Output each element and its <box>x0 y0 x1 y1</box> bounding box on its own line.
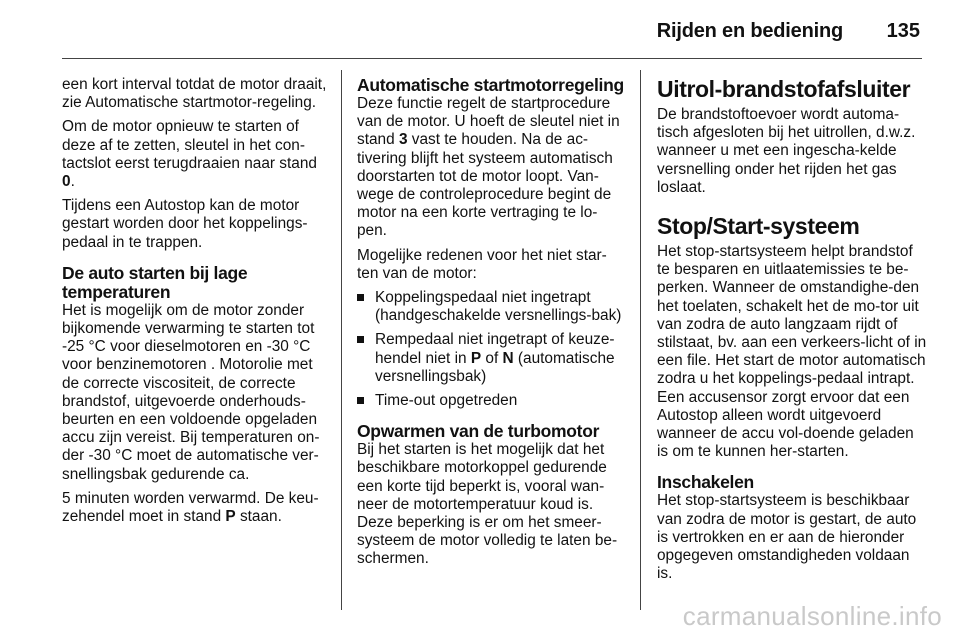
header-rule <box>62 58 922 59</box>
paragraph-turbo: Bij het starten is het mogelijk dat het beschikbare motorkoppel gedurende een korte tijd beperkt is, vooral wan-neer de motortemperatuur koud is. Deze beperking is er om het smeer-systeem de motor volledig te laten be-schermen. <box>357 441 618 568</box>
text-run: of <box>481 349 503 367</box>
heading-stop-start-system: Stop/Start-systeem <box>657 213 860 240</box>
column-3 <box>657 76 929 589</box>
heading-turbo-warmup: Opwarmen van de turbomotor <box>357 421 600 442</box>
square-bullet-icon <box>357 397 364 404</box>
column-1 <box>62 76 332 532</box>
paragraph-auto-start <box>357 95 625 241</box>
heading-enable: Inschakelen <box>657 472 754 493</box>
bold-gear-position: P <box>470 349 482 367</box>
bold-gear-position: N <box>502 349 514 367</box>
watermark: carmanualsonline.info <box>682 601 942 631</box>
paragraph-reasons: Mogelijke redenen voor het niet star-ten van de motor: <box>357 246 607 282</box>
paragraph-restart <box>62 118 332 191</box>
bold-gear-position: P <box>225 508 236 526</box>
square-bullet-icon <box>357 336 364 343</box>
list-item-text: Time-out opgetreden <box>375 392 518 410</box>
list-item-text: Koppelingspedaal niet ingetrapt (handgeschakelde versnellings-bak) <box>375 289 622 325</box>
paragraph-warm-up <box>62 490 332 526</box>
reasons-list <box>357 289 625 410</box>
column-divider-1 <box>341 70 342 610</box>
page-header <box>0 0 960 62</box>
column-divider-2 <box>640 70 641 610</box>
square-bullet-icon <box>357 294 364 301</box>
text-run: 5 minuten worden verwarmd. De keu-zehendel moet in stand <box>62 489 319 526</box>
paragraph-stop-start: Het stop-startsysteem helpt brandstof te besparen en uitlaatemissies te be-perken. Wanneer de omstandighe-den het toelaten, schakelt het de mo-tor uit van zodra de auto langzaam rijdt of stilstaat, bv. aan een verkeers-licht of in een file. Het start de motor automatisch zodra u het koppelings-pedaal intrapt. Een accusensor zorgt ervoor dat een Autostop alleen wordt uitgevoerd wanneer de accu vol-doende geladen is om te kunnen her-starten. <box>657 243 927 461</box>
text-run: (automatische versnellingsbak) <box>375 349 615 385</box>
text-run: vast te houden. Na de ac-tivering blijft het systeem automatisch doorstarten tot de motor loopt. Van-wege de controleprocedure begint de motor na een korte vertraging te lo-pen. <box>357 131 613 240</box>
list-item <box>357 392 625 410</box>
heading-auto-start-control: Automatische startmotorregeling <box>357 75 624 95</box>
paragraph-fuel-cutoff: De brandstoftoevoer wordt automa-tisch afgesloten bij het uitrollen, d.w.z. wanneer u met een ingescha-kelde versnelling onder het rijden het gas loslaat. <box>657 106 916 196</box>
column-2 <box>357 76 625 575</box>
heading-fuel-cutoff: Uitrol-brandstofafsluiter <box>657 76 911 102</box>
list-item <box>357 331 625 386</box>
page-number: 135 <box>886 20 920 42</box>
paragraph-enable: Het stop-startsysteem is beschikbaar van zodra de motor is gestart, de auto is vertrokken en er aan de hieronder opgegeven omstandigheden voldaan is. <box>657 492 917 583</box>
text-run: staan. <box>235 508 282 526</box>
bold-key-position: 3 <box>398 131 408 149</box>
text-run: . <box>70 173 75 191</box>
text-run: Om de motor opnieuw te starten of deze af te zetten, sleutel in het con-tactslot eerst terugdraaien naar stand <box>62 118 317 172</box>
paragraph-cold-start: Het is mogelijk om de motor zonder bijkomende verwarming te starten tot -25 °C voor dieselmotoren en -30 °C voor benzinemotoren . Motorolie met de correcte viscositeit, de correcte brandstof, uitgevoerde onderhouds-beurten en een voldoende opgeladen accu zijn vereist. Bij temperaturen on-der -30 °C moet de automatische ver-snellingsbak gedurende ca. <box>62 301 320 483</box>
paragraph-interval: een kort interval totdat de motor draait, zie Automatische startmotor-regeling. <box>62 76 327 112</box>
bold-key-position: 0 <box>62 173 71 191</box>
text-run: Deze functie regelt de startprocedure van de motor. U hoeft de sleutel niet in stand <box>357 95 620 149</box>
running-head-title: Rijden en bediening <box>656 20 843 42</box>
paragraph-autostop: Tijdens een Autostop kan de motor gestart worden door het koppelings-pedaal in te trappen. <box>62 197 308 251</box>
list-item <box>357 289 625 325</box>
text-run: Rempedaal niet ingetrapt of keuze-hendel niet in <box>375 331 615 367</box>
heading-cold-start: De auto starten bij lage temperaturen <box>62 262 248 302</box>
